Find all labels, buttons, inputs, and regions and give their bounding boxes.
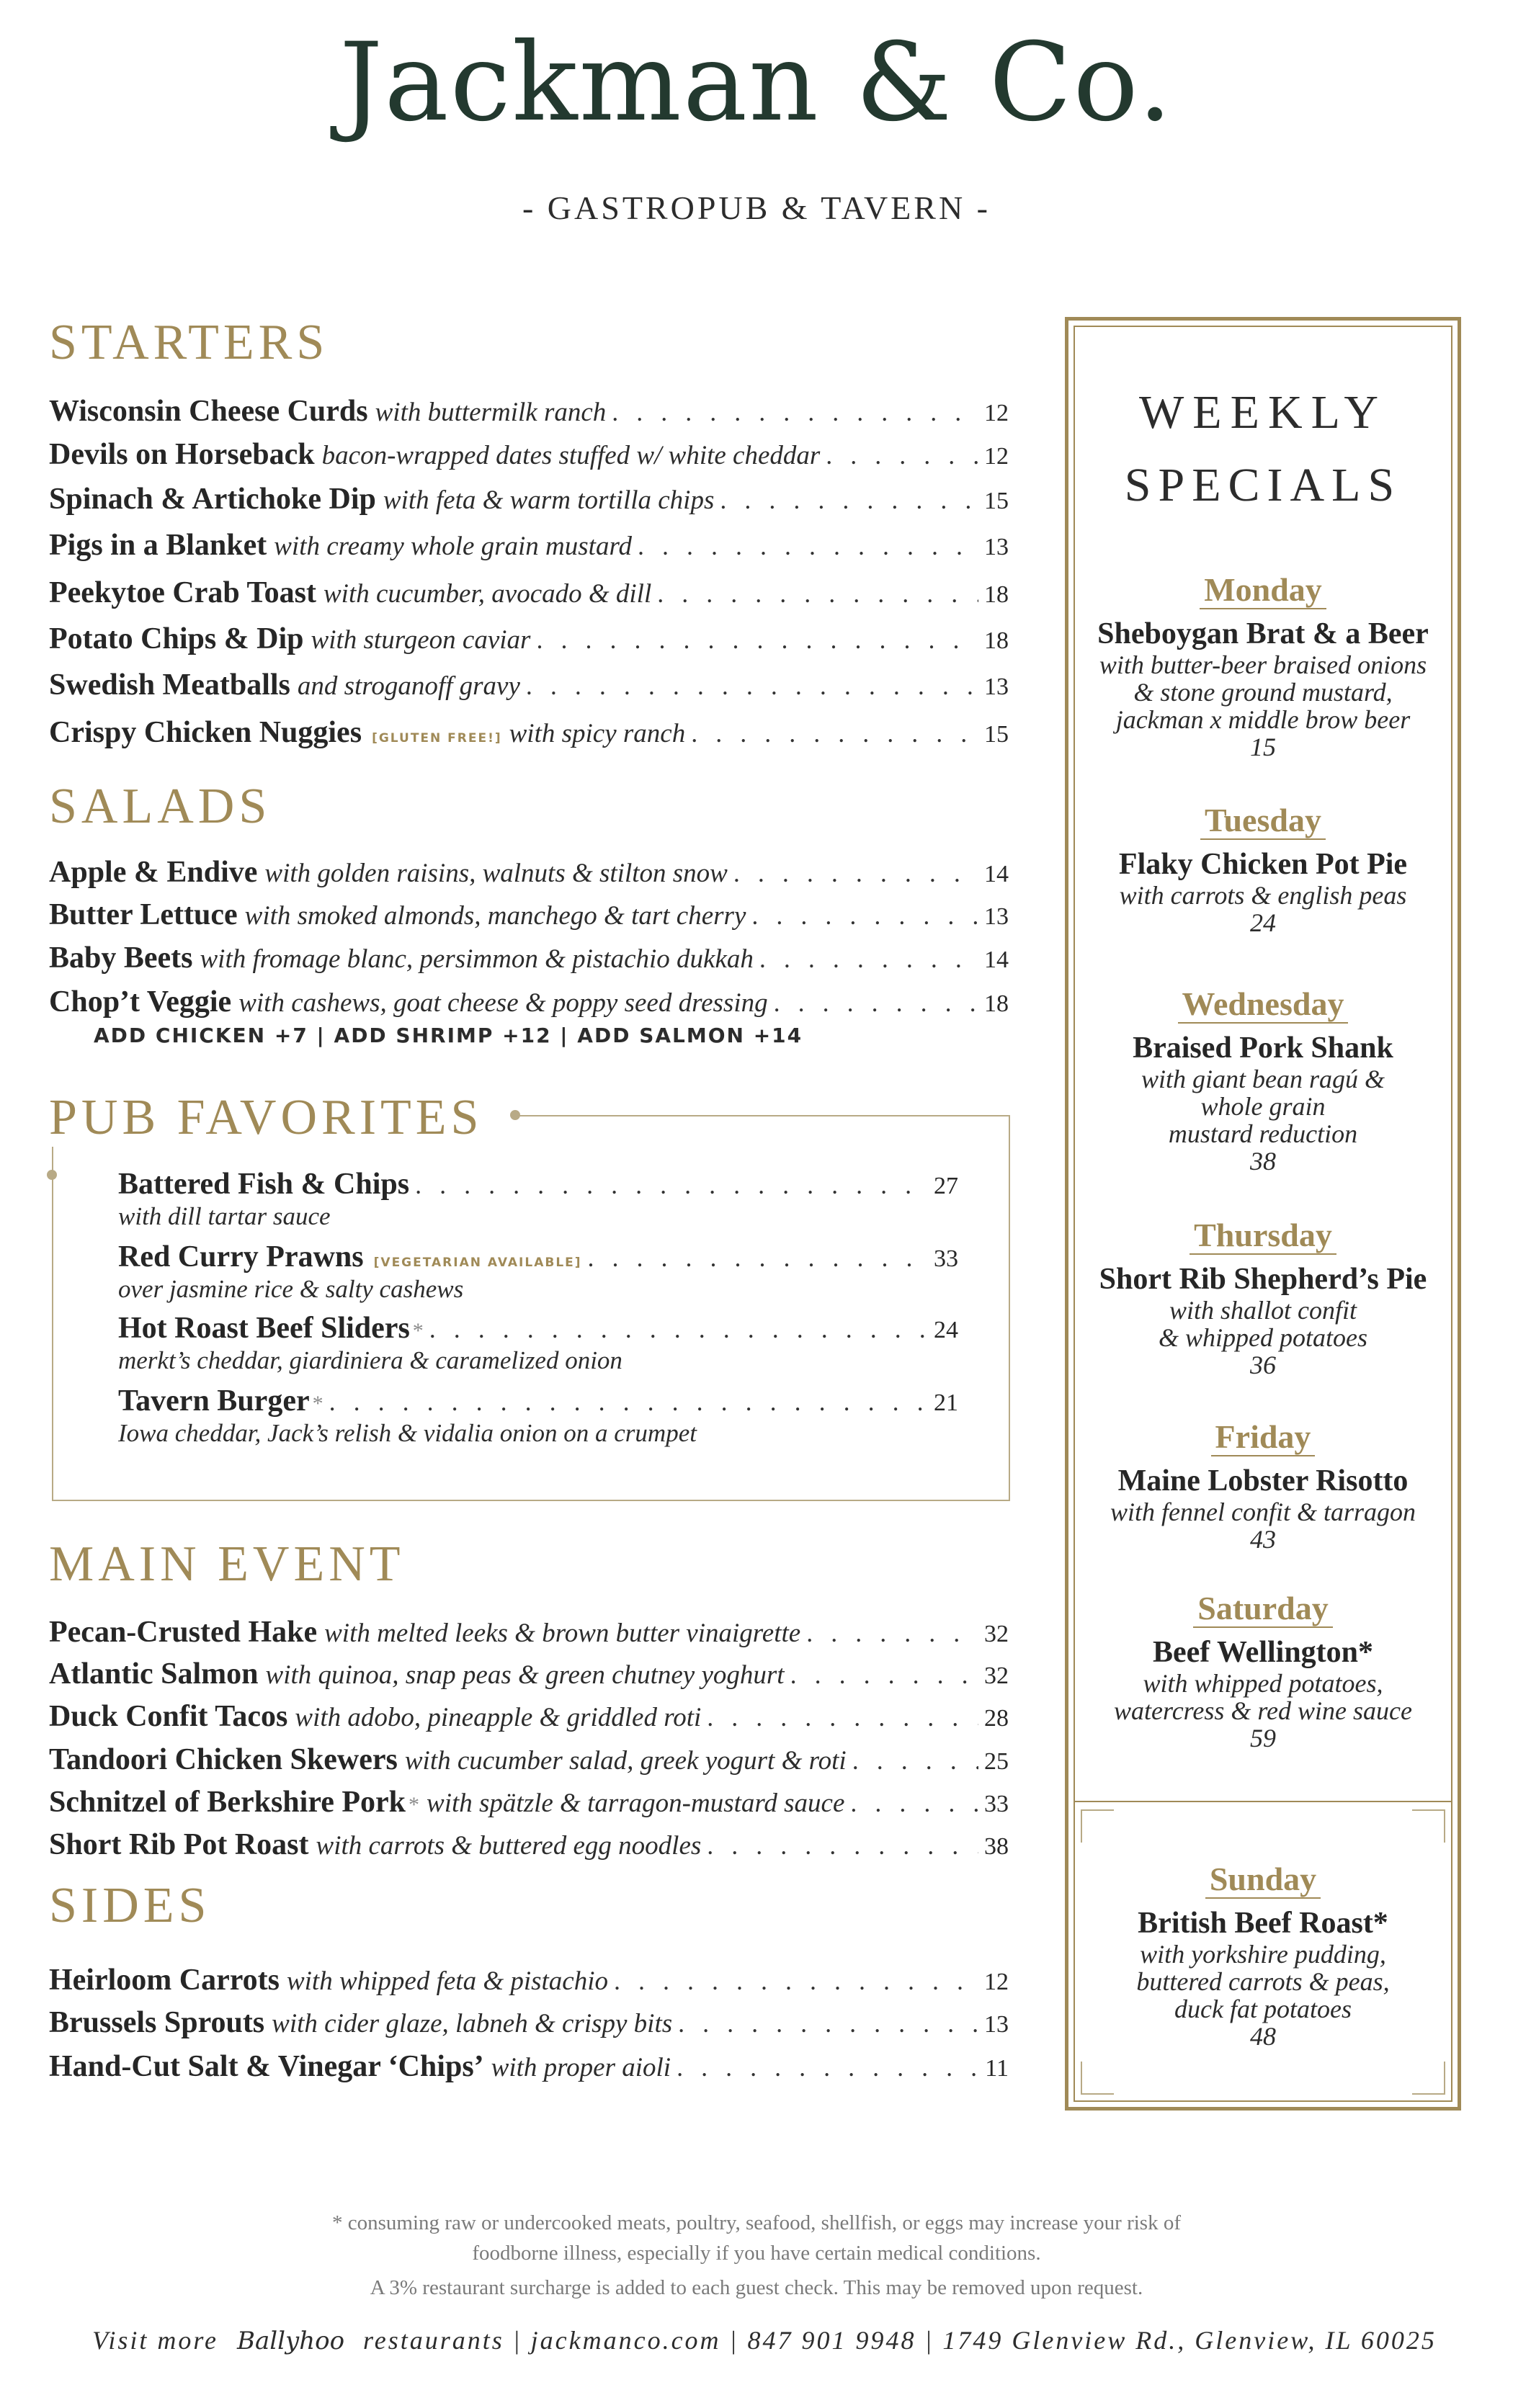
menu-item xyxy=(49,670,1009,700)
item-description: over jasmine rice & salty cashews xyxy=(118,1275,464,1303)
item-description: with dill tartar sauce xyxy=(118,1202,331,1230)
section-title-sides: SIDES xyxy=(49,1878,211,1933)
item-name: Tavern Burger xyxy=(118,1384,310,1418)
item-name: Crispy Chicken Nuggies xyxy=(49,716,362,749)
menu-item xyxy=(49,1830,1009,1860)
item-tag: [GLUTEN FREE!] xyxy=(372,731,502,746)
item-price: 27 xyxy=(934,1173,958,1199)
disclaimer-line: * consuming raw or undercooked meats, poultry, seafood, shellfish, or eggs may increase your risk of xyxy=(332,2211,1181,2234)
menu-item xyxy=(49,1701,1009,1732)
item-name: Tandoori Chicken Skewers xyxy=(49,1743,398,1776)
menu-item xyxy=(49,1659,1009,1689)
item-price: 13 xyxy=(984,2011,1009,2038)
special-day xyxy=(1065,1418,1461,1456)
menu-item xyxy=(118,1242,958,1272)
ornament-dot xyxy=(510,1110,520,1120)
special-name: Sheboygan Brat & a Beer xyxy=(1097,617,1429,650)
section-title-salads: SALADS xyxy=(49,779,272,834)
section-title-main-event: MAIN EVENT xyxy=(49,1536,405,1592)
specials-title: SPECIALS xyxy=(1124,459,1402,511)
menu-item xyxy=(49,1617,1009,1647)
special-description: with fennel confit & tarragon xyxy=(1110,1498,1416,1526)
menu-item xyxy=(49,943,1009,973)
sunday-divider xyxy=(1074,1801,1452,1802)
corner-ornament xyxy=(1081,2062,1114,2095)
surcharge-note: A 3% restaurant surcharge is added to each guest check. This may be removed upon request. xyxy=(370,2276,1143,2299)
dot-leader xyxy=(415,1172,928,1198)
ballyhoo-logo: Ballyhoo xyxy=(236,2327,345,2355)
item-price: 32 xyxy=(984,1662,1009,1689)
item-tag: [VEGETARIAN AVAILABLE] xyxy=(373,1256,582,1270)
corner-ornament xyxy=(1412,2062,1445,2095)
restaurant-logo: Jackman & Co. xyxy=(339,20,1174,146)
item-name: Brussels Sprouts xyxy=(49,2006,265,2039)
dot-leader xyxy=(720,487,978,513)
menu-item xyxy=(49,530,1009,560)
menu-item xyxy=(49,2008,1009,2038)
item-description: with cucumber salad, greek yogurt & roti xyxy=(404,1746,847,1776)
item-description: with proper aioli xyxy=(491,2053,671,2082)
item-name: Short Rib Pot Roast xyxy=(49,1828,309,1861)
menu-item xyxy=(49,2051,1009,2082)
special-description: 24 xyxy=(1250,908,1276,937)
item-price: 32 xyxy=(984,1621,1009,1647)
special-description: with carrots & english peas xyxy=(1119,881,1407,910)
item-price: 18 xyxy=(984,990,1009,1017)
special-description: duck fat potatoes xyxy=(1174,1995,1352,2023)
asterisk: * xyxy=(312,1392,323,1415)
item-price: 14 xyxy=(984,946,1009,973)
item-name: Hand-Cut Salt & Vinegar ‘Chips’ xyxy=(49,2050,484,2083)
item-description: Iowa cheddar, Jack’s relish & vidalia onion on a crumpet xyxy=(118,1419,697,1447)
item-description: with carrots & buttered egg noodles xyxy=(316,1831,702,1861)
menu-item xyxy=(49,900,1009,930)
dot-leader xyxy=(588,1245,928,1271)
dot-leader xyxy=(852,1747,978,1773)
menu-item xyxy=(49,857,1009,887)
item-description: with creamy whole grain mustard xyxy=(274,532,632,561)
item-price: 12 xyxy=(984,400,1009,426)
contact-info: restaurants | jackmanco.com | 847 901 9948 | 1749 Glenview Rd., Glenview, IL 60025 xyxy=(363,2326,1437,2355)
item-description: with spätzle & tarragon-mustard sauce xyxy=(427,1789,845,1818)
dot-leader xyxy=(612,399,978,425)
item-name: Spinach & Artichoke Dip xyxy=(49,483,376,516)
item-name: Wisconsin Cheese Curds xyxy=(49,395,368,428)
item-description: and stroganoff gravy xyxy=(297,671,520,701)
menu-item xyxy=(118,1313,958,1343)
special-name: Maine Lobster Risotto xyxy=(1117,1464,1409,1498)
menu-item xyxy=(49,484,1009,514)
dot-leader xyxy=(826,442,978,468)
special-description: 38 xyxy=(1250,1147,1276,1176)
item-price: 12 xyxy=(984,1969,1009,1995)
item-price: 15 xyxy=(984,721,1009,748)
item-name: Red Curry Prawns xyxy=(118,1240,364,1274)
item-price: 25 xyxy=(984,1748,1009,1775)
item-name: Hot Roast Beef Sliders xyxy=(118,1312,410,1345)
special-description: 59 xyxy=(1250,1724,1276,1753)
dot-leader xyxy=(678,2010,978,2036)
special-description: mustard reduction xyxy=(1168,1119,1358,1148)
disclaimer-line: foodborne illness, especially if you have certain medical conditions. xyxy=(472,2242,1041,2265)
day-label: Sunday xyxy=(1205,1861,1321,1899)
item-description: with cucumber, avocado & dill xyxy=(323,579,652,609)
menu-item xyxy=(49,396,1009,426)
dot-leader xyxy=(759,946,978,972)
item-name: Butter Lettuce xyxy=(49,898,238,931)
dot-leader xyxy=(790,1662,978,1688)
dot-leader xyxy=(691,720,978,746)
ornament-dot xyxy=(47,1170,57,1180)
dot-leader xyxy=(751,903,978,928)
special-description: buttered carrots & peas, xyxy=(1136,1967,1390,1996)
menu-item xyxy=(49,578,1009,608)
special-day xyxy=(1065,570,1461,609)
special-name: Short Rib Shepherd’s Pie xyxy=(1099,1263,1427,1296)
day-label: Tuesday xyxy=(1200,802,1326,840)
special-description: with butter-beer braised onions xyxy=(1099,650,1427,679)
item-description: with spicy ranch xyxy=(509,719,686,748)
special-day xyxy=(1065,1216,1461,1254)
corner-ornament xyxy=(1412,1809,1445,1843)
restaurant-subtitle: - GASTROPUB & TAVERN - xyxy=(522,189,991,226)
dot-leader xyxy=(526,673,978,699)
item-description: with fromage blanc, persimmon & pistachio dukkah xyxy=(200,944,754,974)
special-day xyxy=(1065,1589,1461,1627)
dot-leader xyxy=(850,1790,978,1816)
section-title-pub-favorites: PUB FAVORITES xyxy=(49,1089,498,1147)
special-description: with whipped potatoes, xyxy=(1143,1669,1383,1698)
footer-contact xyxy=(92,2325,1440,2355)
dot-leader xyxy=(707,1704,978,1730)
item-description: bacon-wrapped dates stuffed w/ white cheddar xyxy=(321,441,821,470)
item-description: with feta & warm tortilla chips xyxy=(383,485,715,515)
item-name: Swedish Meatballs xyxy=(49,668,290,702)
item-name: Schnitzel of Berkshire Pork xyxy=(49,1786,406,1819)
special-description: & whipped potatoes xyxy=(1159,1323,1367,1352)
special-description: whole grain xyxy=(1200,1092,1326,1121)
food-safety-disclaimer xyxy=(0,2208,1513,2268)
item-name: Baby Beets xyxy=(49,941,193,975)
item-name: Apple & Endive xyxy=(49,856,258,889)
special-description: 36 xyxy=(1250,1351,1276,1379)
dot-leader xyxy=(707,1832,978,1858)
special-name: Flaky Chicken Pot Pie xyxy=(1118,848,1408,881)
special-description: watercress & red wine sauce xyxy=(1114,1696,1412,1725)
special-name: Beef Wellington* xyxy=(1152,1636,1374,1669)
item-name: Chop’t Veggie xyxy=(49,985,232,1019)
item-price: 13 xyxy=(984,903,1009,930)
menu-item xyxy=(49,439,1009,470)
item-description: with smoked almonds, manchego & tart cherry xyxy=(244,901,746,931)
item-description: with melted leeks & brown butter vinaigrette xyxy=(324,1619,801,1648)
menu-item xyxy=(49,624,1009,654)
menu-item xyxy=(49,1965,1009,1995)
day-label: Saturday xyxy=(1193,1590,1332,1628)
special-description: & stone ground mustard, xyxy=(1133,678,1393,707)
menu-item xyxy=(49,1787,1009,1817)
item-price: 28 xyxy=(984,1705,1009,1732)
day-label: Thursday xyxy=(1190,1217,1336,1255)
item-price: 14 xyxy=(984,861,1009,887)
asterisk: * xyxy=(409,1793,420,1817)
item-price: 18 xyxy=(984,627,1009,654)
day-label: Wednesday xyxy=(1178,985,1349,1024)
visit-label: Visit more xyxy=(92,2326,218,2355)
item-name: Duck Confit Tacos xyxy=(49,1700,288,1733)
special-day xyxy=(1065,985,1461,1023)
dot-leader xyxy=(614,1968,978,1994)
item-name: Pigs in a Blanket xyxy=(49,529,267,562)
salad-addons: ADD CHICKEN +7 | ADD SHRIMP +12 | ADD SALMON +14 xyxy=(94,1024,803,1047)
item-price: 13 xyxy=(984,534,1009,560)
corner-ornament xyxy=(1081,1809,1114,1843)
menu-item xyxy=(49,987,1009,1017)
special-description: jackman x middle brow beer xyxy=(1115,705,1411,734)
special-description: with shallot confit xyxy=(1169,1296,1357,1325)
item-price: 15 xyxy=(984,488,1009,514)
dot-leader xyxy=(329,1389,928,1415)
item-name: Heirloom Carrots xyxy=(49,1964,280,1997)
item-price: 11 xyxy=(985,2055,1009,2082)
menu-item xyxy=(118,1169,958,1199)
item-name: Atlantic Salmon xyxy=(49,1657,259,1691)
item-price: 33 xyxy=(934,1245,958,1272)
dot-leader xyxy=(806,1620,978,1646)
item-description: with cashews, goat cheese & poppy seed dressing xyxy=(238,988,768,1018)
menu-item xyxy=(49,1745,1009,1775)
special-day xyxy=(1065,801,1461,839)
dot-leader xyxy=(429,1316,928,1342)
item-description: with sturgeon caviar xyxy=(311,625,531,655)
special-description: 43 xyxy=(1250,1525,1276,1554)
item-description: with buttermilk ranch xyxy=(375,398,607,427)
item-price: 24 xyxy=(934,1317,958,1343)
dot-leader xyxy=(657,581,978,607)
item-price: 18 xyxy=(984,581,1009,608)
item-name: Battered Fish & Chips xyxy=(118,1168,410,1201)
item-name: Devils on Horseback xyxy=(49,438,315,471)
item-description: with adobo, pineapple & griddled roti xyxy=(295,1703,702,1732)
special-description: 15 xyxy=(1250,733,1276,761)
weekly-title: WEEKLY xyxy=(1139,386,1387,439)
item-price: 38 xyxy=(984,1833,1009,1860)
item-description: with quinoa, snap peas & green chutney yoghurt xyxy=(265,1660,785,1690)
dot-leader xyxy=(774,990,978,1016)
special-description: with yorkshire pudding, xyxy=(1140,1940,1386,1969)
special-description: with giant bean ragú & xyxy=(1141,1065,1385,1093)
pub-favorites-rule xyxy=(519,1115,1010,1116)
item-description: with cider glaze, labneh & crispy bits xyxy=(272,2009,673,2038)
special-day xyxy=(1065,1860,1461,1898)
dot-leader xyxy=(536,627,978,653)
menu-item xyxy=(49,717,1009,748)
item-price: 21 xyxy=(934,1389,958,1416)
item-price: 33 xyxy=(984,1791,1009,1817)
menu-item xyxy=(118,1386,958,1416)
dot-leader xyxy=(733,860,978,886)
day-label: Monday xyxy=(1200,571,1326,609)
item-name: Potato Chips & Dip xyxy=(49,622,304,655)
dot-leader xyxy=(638,533,978,559)
dot-leader xyxy=(677,2054,979,2080)
item-price: 12 xyxy=(984,443,1009,470)
item-description: merkt’s cheddar, giardiniera & caramelized onion xyxy=(118,1346,622,1374)
special-name: British Beef Roast* xyxy=(1138,1907,1388,1940)
asterisk: * xyxy=(412,1319,424,1343)
item-name: Peekytoe Crab Toast xyxy=(49,576,316,609)
section-title-starters: STARTERS xyxy=(49,315,329,370)
special-name: Braised Pork Shank xyxy=(1133,1031,1393,1065)
item-description: with golden raisins, walnuts & stilton snow xyxy=(264,859,728,888)
day-label: Friday xyxy=(1211,1418,1316,1456)
item-name: Pecan-Crusted Hake xyxy=(49,1616,318,1649)
item-description: with whipped feta & pistachio xyxy=(286,1966,609,1996)
special-description: 48 xyxy=(1250,2022,1276,2051)
item-price: 13 xyxy=(984,673,1009,700)
